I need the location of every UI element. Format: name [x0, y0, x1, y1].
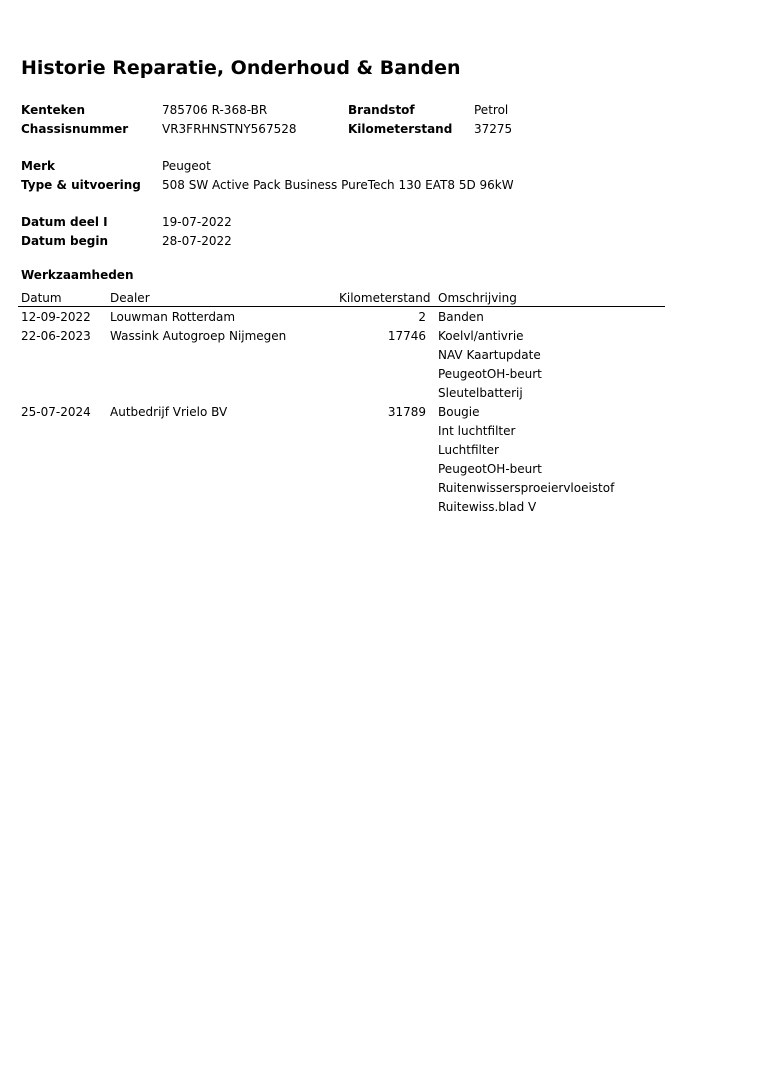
kenteken-value: 785706 R-368-BR	[162, 103, 268, 117]
row-3-item-3: Luchtfilter	[438, 443, 499, 457]
row-2-item-2: NAV Kaartupdate	[438, 348, 541, 362]
row-2-dealer: Wassink Autogroep Nijmegen	[110, 329, 287, 343]
brandstof-value: Petrol	[474, 103, 509, 117]
merk-label: Merk	[21, 159, 55, 173]
werkzaamheden-title: Werkzaamheden	[21, 268, 134, 282]
row-2-datum: 22-06-2023	[21, 329, 91, 343]
type-value: 508 SW Active Pack Business PureTech 130 EAT8 5D 96kW	[162, 178, 514, 192]
kilometerstand-label: Kilometerstand	[348, 122, 453, 136]
row-3-item-2: Int luchtfilter	[438, 424, 516, 438]
row-1-dealer: Louwman Rotterdam	[110, 310, 236, 324]
row-3-item-5: Ruitenwissersproeiervloeistof	[438, 481, 615, 495]
row-3-item-4: PeugeotOH-beurt	[438, 462, 542, 476]
merk-value: Peugeot	[162, 159, 211, 173]
datum-deel-label: Datum deel I	[21, 215, 108, 229]
row-3-item-1: Bougie	[438, 405, 480, 419]
row-3-item-6: Ruitewiss.blad V	[438, 500, 537, 514]
row-2-kilometerstand: 17746	[387, 329, 426, 343]
column-header-omschrijving: Omschrijving	[438, 291, 517, 305]
row-3-datum: 25-07-2024	[21, 405, 91, 419]
column-header-datum: Datum	[21, 291, 62, 305]
column-header-dealer: Dealer	[110, 291, 150, 305]
row-2-item-1: Koelvl/antivrie	[438, 329, 524, 343]
row-1-kilometerstand: 2	[418, 310, 426, 324]
brandstof-label: Brandstof	[348, 103, 415, 117]
column-header-kilometerstand: Kilometerstand	[339, 291, 431, 305]
datum-begin-value: 28-07-2022	[162, 234, 232, 248]
chassisnummer-label: Chassisnummer	[21, 122, 129, 136]
row-1-item-1: Banden	[438, 310, 484, 324]
type-label: Type & uitvoering	[21, 178, 141, 192]
page-title: Historie Reparatie, Onderhoud & Banden	[21, 57, 461, 79]
row-2-item-3: PeugeotOH-beurt	[438, 367, 542, 381]
chassisnummer-value: VR3FRHNSTNY567528	[162, 122, 297, 136]
datum-deel-value: 19-07-2022	[162, 215, 232, 229]
kilometerstand-value: 37275	[474, 122, 513, 136]
row-2-item-4: Sleutelbatterij	[438, 386, 523, 400]
row-3-kilometerstand: 31789	[387, 405, 426, 419]
kenteken-label: Kenteken	[21, 103, 85, 117]
row-1-datum: 12-09-2022	[21, 310, 91, 324]
row-3-dealer: Autbedrijf Vrielo BV	[110, 405, 228, 419]
datum-begin-label: Datum begin	[21, 234, 108, 248]
table-header-divider	[18, 306, 665, 307]
